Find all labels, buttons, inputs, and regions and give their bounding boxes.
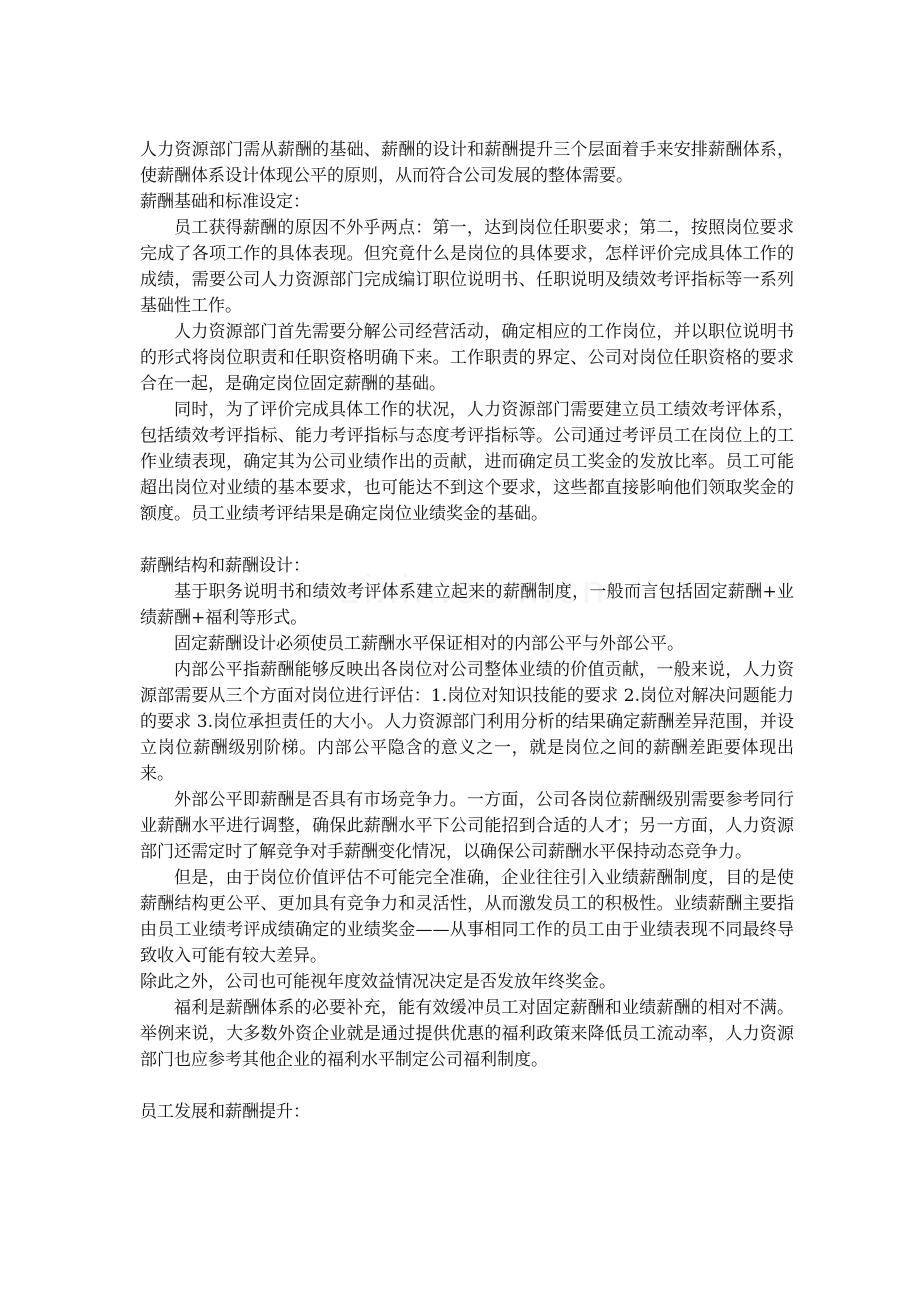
paragraph: 员工获得薪酬的原因不外乎两点：第一，达到岗位任职要求；第二，按照岗位要求完成了各项工作的具体表现。但究竟什么是岗位的具体要求，怎样评价完成具体工作的成绩，需要公司人力资源部门完成编订职位说明书、任职说明及绩效考评指标等一系列基础性工作。 <box>140 218 794 316</box>
paragraph: 人力资源部门首先需要分解公司经营活动，确定相应的工作岗位，并以职位说明书的形式将岗位职责和任职资格明确下来。工作职责的界定、公司对岗位任职资格的要求合在一起，是确定岗位固定薪酬的基础。 <box>140 322 794 394</box>
paragraph: 基于职务说明书和绩效考评体系建立起来的薪酬制度，一般而言包括固定薪酬+业绩薪酬+福利等形式。 <box>140 582 794 628</box>
intro-paragraph: 人力资源部门需从薪酬的基础、薪酬的设计和薪酬提升三个层面着手来安排薪酬体系，使薪酬体系设计体现公平的原则，从而符合公司发展的整体需要。 <box>140 140 794 186</box>
paragraph: 外部公平即薪酬是否具有市场竞争力。一方面，公司各岗位薪酬级别需要参考同行业薪酬水平进行调整，确保此薪酬水平下公司能招到合适的人才；另一方面，人力资源部门还需定时了解竞争对手薪酬变化情况，以确保公司薪酬水平保持动态竞争力。 <box>140 790 794 862</box>
blank-line <box>140 527 794 553</box>
document-body <box>140 137 794 1125</box>
paragraph: 但是，由于岗位价值评估不可能完全准确，企业往往引入业绩薪酬制度，目的是使薪酬结构更公平、更加具有竞争力和灵活性，从而激发员工的积极性。业绩薪酬主要指由员工业绩考评成绩确定的业绩奖金——从事相同工作的员工由于业绩表现不同最终导致收入可能有较大差异。 <box>140 868 794 966</box>
blank-line <box>140 1073 794 1099</box>
section-heading-development: 员工发展和薪酬提升： <box>140 1102 310 1122</box>
paragraph: 内部公平指薪酬能够反映出各岗位对公司整体业绩的价值贡献，一般来说，人力资源部需要从三个方面对岗位进行评估：1.岗位对知识技能的要求 2.岗位对解决问题能力的要求 3.岗位承担责任的大小。人力资源部门利用分析的结果确定薪酬差异范围，并设立岗位薪酬级别阶梯。内部公平隐含的意义之一，就是岗位之间的薪酬差距要体现出来。 <box>140 660 794 784</box>
section-heading-salary-basis: 薪酬基础和标准设定： <box>140 192 310 212</box>
paragraph: 除此之外，公司也可能视年度效益情况决定是否发放年终奖金。 <box>140 972 616 992</box>
section-heading-salary-structure: 薪酬结构和薪酬设计： <box>140 556 310 576</box>
paragraph: 福利是薪酬体系的必要补充，能有效缓冲员工对固定薪酬和业绩薪酬的相对不满。举例来说，大多数外资企业就是通过提供优惠的福利政策来降低员工流动率，人力资源部门也应参考其他企业的福利水平制定公司福利制度。 <box>140 998 794 1070</box>
paragraph: 固定薪酬设计必须使员工薪酬水平保证相对的内部公平与外部公平。 <box>174 634 684 654</box>
paragraph: 同时，为了评价完成具体工作的状况，人力资源部门需要建立员工绩效考评体系，包括绩效考评指标、能力考评指标与态度考评指标等。公司通过考评员工在岗位上的工作业绩表现，确定其为公司业绩作出的贡献，进而确定员工奖金的发放比率。员工可能超出岗位对业绩的基本要求，也可能达不到这个要求，这些都直接影响他们领取奖金的额度。员工业绩考评结果是确定岗位业绩奖金的基础。 <box>140 400 794 524</box>
